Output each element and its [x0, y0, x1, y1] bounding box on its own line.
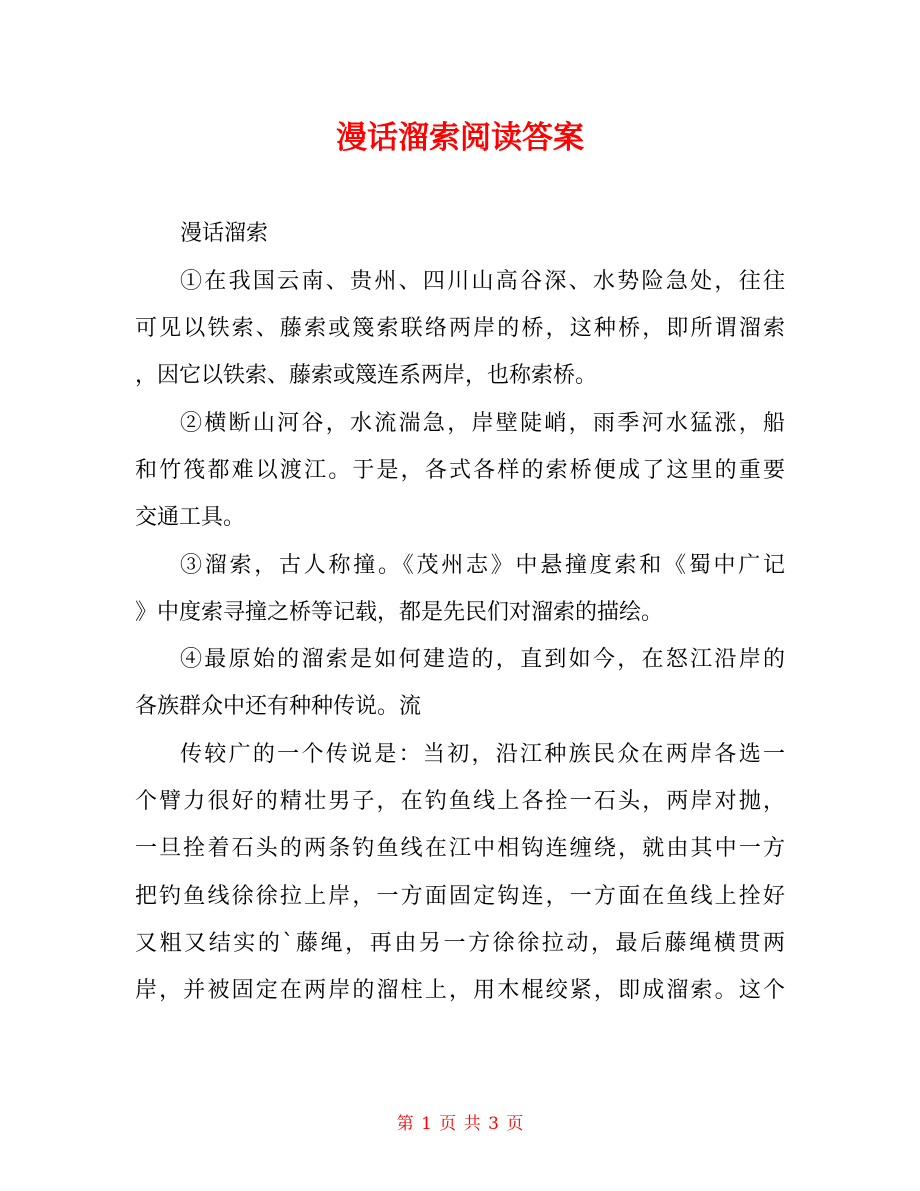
- paragraph-heading: 漫话溜索: [180, 221, 269, 246]
- page-number: 第 1 页 共 3 页: [396, 1114, 524, 1134]
- text-line: ，因它以铁索、藤索或篾连系两岸，也称索桥。: [135, 363, 598, 388]
- text-line: 个臂力很好的精壮男子，在钓鱼线上各拴一石头，两岸对抛，: [135, 789, 785, 814]
- text-line: 又粗又结实的`藤绳，再由另一方徐徐拉动，最后藤绳横贯两: [135, 931, 785, 956]
- text-line: 各族群众中还有种种传说。流: [135, 694, 422, 719]
- text-line: ③溜索，古人称撞。《茂州志》中悬撞度索和《蜀中广记: [180, 553, 785, 578]
- text-line: 一旦拴着石头的两条钓鱼线在江中相钩连缠绕，就由其中一方: [135, 836, 785, 861]
- document-title: 漫话溜索阅读答案: [336, 120, 584, 156]
- text-line: ①在我国云南、贵州、四川山高谷深、水势险急处，往往: [180, 269, 785, 294]
- text-line: 可见以铁索、藤索或篾索联络两岸的桥，这种桥，即所谓溜索: [135, 316, 785, 341]
- text-line: 把钓鱼线徐徐拉上岸，一方面固定钩连，一方面在鱼线上拴好: [135, 884, 785, 909]
- text-line: 和竹筏都难以渡江。于是，各式各样的索桥便成了这里的重要: [135, 458, 785, 483]
- text-line: 交通工具。: [135, 505, 246, 530]
- text-line: 岸，并被固定在两岸的溜柱上，用木棍绞紧，即成溜索。这个: [135, 978, 785, 1003]
- text-line: ④最原始的溜索是如何建造的，直到如今，在怒江沿岸的: [180, 647, 785, 672]
- text-line: 传较广的一个传说是：当初，沿江种族民众在两岸各选一: [180, 742, 785, 767]
- text-line: 》中度索寻撞之桥等记载，都是先民们对溜索的描绘。: [135, 600, 664, 625]
- text-line: ②横断山河谷，水流湍急，岸壁陡峭，雨季河水猛涨，船: [180, 411, 785, 436]
